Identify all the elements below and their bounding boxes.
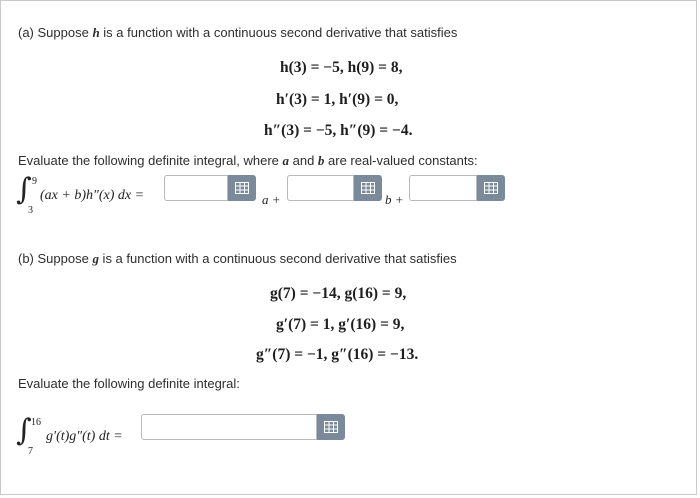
integral-sign-a: ∫ <box>16 172 32 207</box>
grid-icon[interactable] <box>317 414 345 440</box>
integral-lower-limit-b: 7 <box>28 446 33 457</box>
grid-icon <box>235 182 249 194</box>
coefficient-b-label: b + <box>385 192 404 207</box>
part-b-prompt: Evaluate the following definite integral: <box>18 376 240 391</box>
part-a-intro: (a) Suppose h is a function with a continuous second derivative that satisfies <box>18 25 458 40</box>
part-a-prompt: Evaluate the following definite integral, where a and b are real-valued constants: <box>18 153 478 168</box>
part-b-intro: (b) Suppose g is a function with a continuous second derivative that satisfies <box>18 251 457 266</box>
answer-input-b[interactable] <box>141 414 317 440</box>
part-b-condition-1: g(7) = −14, g(16) = 9, <box>270 285 407 302</box>
grid-icon <box>361 182 375 194</box>
integral-upper-limit-a: 9 <box>32 176 37 187</box>
part-a-condition-3: h″(3) = −5, h″(9) = −4. <box>264 122 413 139</box>
answer-input-a1[interactable] <box>164 175 228 201</box>
integral-upper-limit-b: 16 <box>31 417 41 428</box>
part-a-condition-1: h(3) = −5, h(9) = 8, <box>280 59 403 76</box>
grid-icon <box>324 421 338 433</box>
grid-icon[interactable] <box>477 175 505 201</box>
answer-input-a3[interactable] <box>409 175 477 201</box>
grid-icon[interactable] <box>354 175 382 201</box>
answer-input-a2[interactable] <box>287 175 354 201</box>
part-a-condition-2: h′(3) = 1, h′(9) = 0, <box>276 91 399 108</box>
part-b-condition-2: g′(7) = 1, g′(16) = 9, <box>276 316 405 333</box>
integrand-b: g′(t)g″(t) dt = <box>46 429 123 444</box>
grid-icon[interactable] <box>228 175 256 201</box>
integrand-a: (ax + b)h″(x) dx = <box>40 188 145 203</box>
integral-sign-b: ∫ <box>16 413 32 448</box>
integral-lower-limit-a: 3 <box>28 205 33 216</box>
part-b-condition-3: g″(7) = −1, g″(16) = −13. <box>256 346 419 363</box>
grid-icon <box>484 182 498 194</box>
coefficient-a-label: a + <box>262 192 281 207</box>
